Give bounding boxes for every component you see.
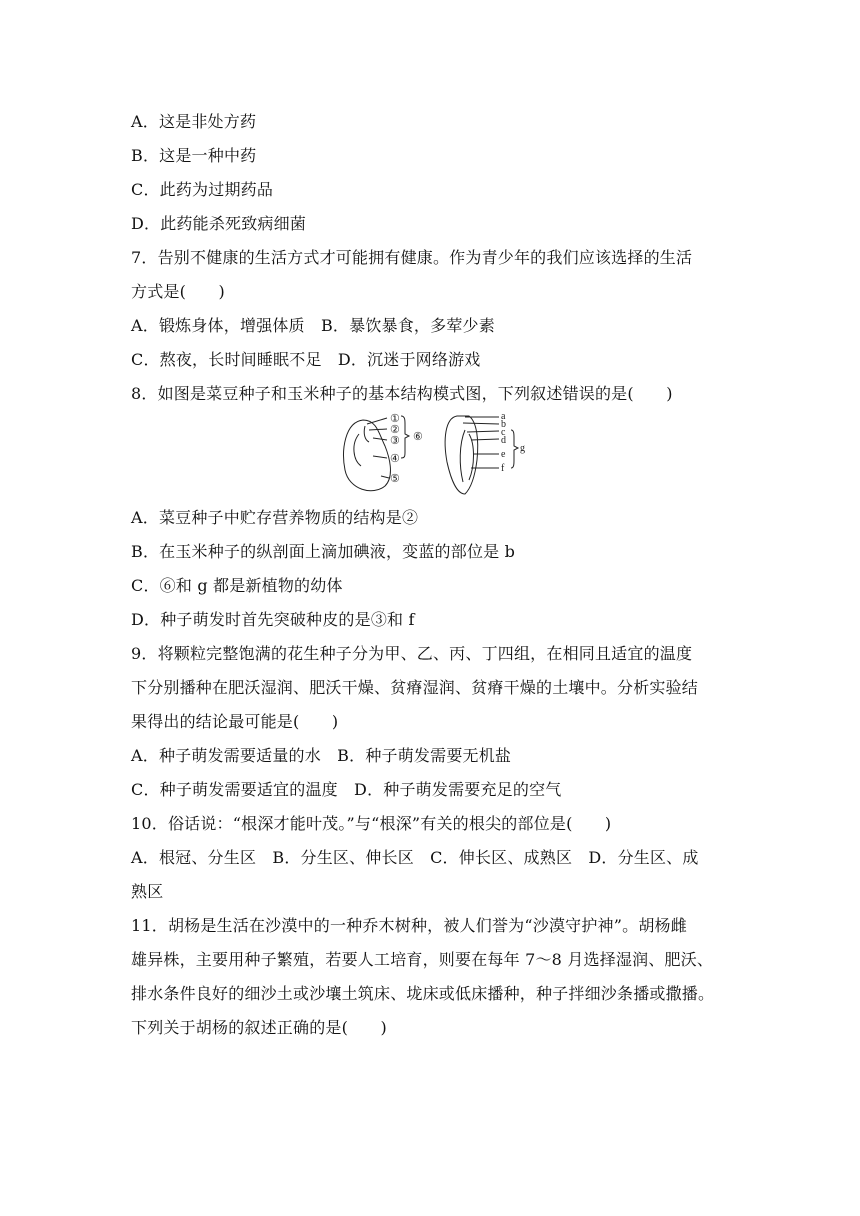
question-7-line-2: 方式是( )	[131, 282, 225, 301]
corn-label-b: b	[501, 419, 506, 430]
bean-label-5: ⑤	[390, 473, 400, 485]
option-6a: A．这是非处方药	[131, 112, 257, 131]
option-8c: C．⑥和 g 都是新植物的幼体	[131, 576, 343, 595]
corn-label-e: e	[501, 449, 506, 460]
corn-label-a: a	[501, 411, 506, 422]
corn-label-f: f	[501, 463, 505, 474]
seed-structure-figure	[335, 410, 535, 504]
option-8a: A．菜豆种子中贮存营养物质的结构是②	[131, 508, 419, 527]
question-11-line-4: 下列关于胡杨的叙述正确的是( )	[131, 1018, 387, 1037]
options-10-line-2: 熟区	[131, 882, 164, 901]
question-11-line-1: 11．胡杨是生活在沙漠中的一种乔木树种，被人们誉为“沙漠守护神”。胡杨雌	[131, 916, 687, 935]
question-9-line-3: 果得出的结论最可能是( )	[131, 712, 339, 731]
option-6b: B．这是一种中药	[131, 146, 257, 165]
question-9-line-2: 下分别播种在肥沃湿润、肥沃干燥、贫瘠湿润、贫瘠干燥的土壤中。分析实验结	[131, 678, 699, 697]
question-8: 8．如图是菜豆种子和玉米种子的基本结构模式图，下列叙述错误的是( )	[131, 384, 673, 403]
options-9ab: A．种子萌发需要适量的水 B．种子萌发需要无机盐	[131, 746, 512, 765]
question-10: 10．俗话说：“根深才能叶茂。”与“根深”有关的根尖的部位是( )	[131, 814, 612, 833]
option-8d: D．种子萌发时首先突破种皮的是③和 f	[131, 610, 415, 629]
bean-label-1: ①	[390, 413, 400, 425]
options-9cd: C．种子萌发需要适宜的温度 D．种子萌发需要充足的空气	[131, 780, 562, 799]
option-6d: D．此药能杀死致病细菌	[131, 214, 307, 233]
question-11-line-2: 雄异株，主要用种子繁殖，若要人工培育，则要在每年 7～8 月选择湿润、肥沃、	[131, 950, 714, 969]
seed-diagram	[335, 410, 535, 500]
options-7ab: A．锻炼身体，增强体质 B．暴饮暴食，多荤少素	[131, 316, 495, 335]
corn-seed-diagram	[445, 416, 518, 494]
options-7cd: C．熬夜，长时间睡眠不足 D．沉迷于网络游戏	[131, 350, 481, 369]
options-10-line-1: A．根冠、分生区 B．分生区、伸长区 C．伸长区、成熟区 D．分生区、成	[131, 848, 699, 867]
question-11-line-3: 排水条件良好的细沙土或沙壤土筑床、垅床或低床播种，种子拌细沙条播或撒播。	[131, 984, 715, 1003]
question-9-line-1: 9．将颗粒完整饱满的花生种子分为甲、乙、丙、丁四组，在相同且适宜的温度	[131, 644, 693, 663]
corn-label-g: g	[520, 443, 525, 454]
question-7-line-1: 7．告别不健康的生活方式才可能拥有健康。作为青少年的我们应该选择的生活	[131, 248, 693, 267]
bean-label-2: ②	[390, 424, 400, 436]
bean-label-4: ④	[390, 453, 400, 465]
corn-label-c: c	[501, 427, 506, 438]
option-6c: C．此药为过期药品	[131, 180, 274, 199]
bean-label-3: ③	[390, 435, 400, 447]
corn-label-d: d	[501, 435, 506, 446]
bean-label-6: ⑥	[413, 431, 423, 443]
option-8b: B．在玉米种子的纵剖面上滴加碘液，变蓝的部位是 b	[131, 542, 516, 561]
